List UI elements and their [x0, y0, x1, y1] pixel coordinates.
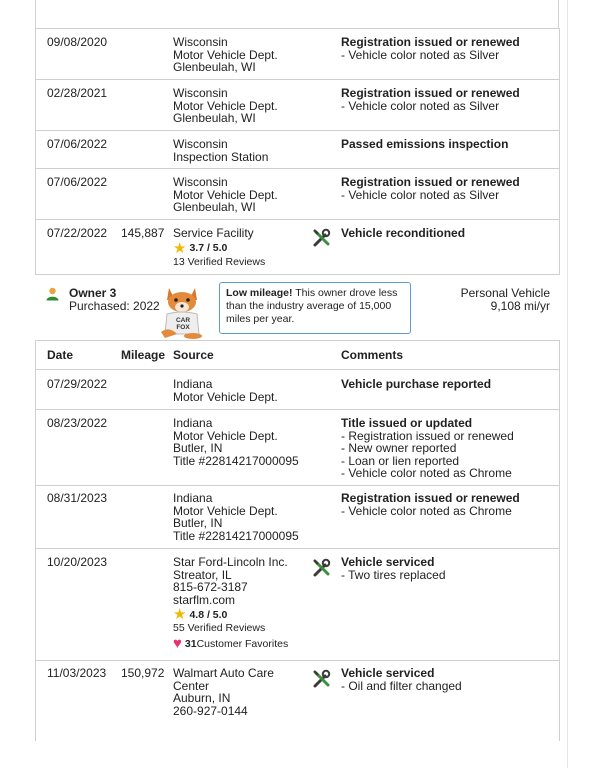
- source-line: Wisconsin: [173, 175, 228, 189]
- source-line[interactable]: Star Ford-Lincoln Inc.: [173, 555, 288, 569]
- callout-highlight: Low mileage!: [226, 287, 293, 299]
- source-line: Title #22814217000095: [173, 453, 299, 468]
- comment-title: Registration issued or renewed: [341, 35, 520, 49]
- comments-cell: [341, 556, 556, 581]
- source-cell: [173, 227, 323, 269]
- right-border-line: [558, 0, 559, 28]
- source-line: Motor Vehicle Dept.: [173, 428, 278, 443]
- phone-number[interactable]: 260-927-0144: [173, 703, 248, 718]
- reviews-link[interactable]: 55 Verified Reviews: [173, 622, 266, 635]
- comments-cell: [341, 667, 556, 692]
- mileage-cell: 145,887: [121, 226, 165, 240]
- customer-favorites: [173, 637, 323, 651]
- page-edge-line: [567, 0, 568, 768]
- callout-text: This owner drove less than the industry average of 15,000 miles per year.: [226, 287, 398, 325]
- source-line: Motor Vehicle Dept.: [173, 389, 278, 404]
- rating: [173, 239, 323, 257]
- comment-title: Vehicle purchase reported: [341, 377, 492, 391]
- comment-item: - Vehicle color noted as Silver: [341, 47, 500, 62]
- miles-per-year: 9,108 mi/yr: [490, 299, 550, 313]
- source-line: Inspection Station: [173, 149, 269, 164]
- comment-title: Registration issued or renewed: [341, 86, 520, 100]
- wrench-icon: [311, 227, 333, 249]
- comment-title: Registration issued or renewed: [341, 491, 520, 505]
- header-date: Date: [47, 348, 74, 362]
- table-row: [36, 29, 559, 79]
- person-icon: [46, 287, 59, 301]
- previous-owner-records-table: [35, 28, 560, 275]
- comment-item: - Oil and filter changed: [341, 678, 462, 693]
- source-line: Wisconsin: [173, 86, 228, 100]
- source-line: Wisconsin: [173, 35, 228, 49]
- header-mileage: Mileage: [121, 348, 166, 362]
- source-line[interactable]: Walmart Auto Care: [173, 666, 274, 680]
- source-line[interactable]: Service Facility: [173, 226, 254, 240]
- table-row: [36, 660, 559, 742]
- table-row: [36, 409, 559, 486]
- source-cell: [173, 417, 323, 467]
- table-row: [36, 219, 559, 275]
- comments-cell: [341, 227, 556, 240]
- source-line: Butler, IN: [173, 441, 223, 456]
- source-line: Indiana: [173, 416, 213, 430]
- date-cell: 07/22/2022: [47, 226, 108, 240]
- source-line: Motor Vehicle Dept.: [173, 503, 278, 518]
- source-line: Indiana: [173, 377, 213, 391]
- owner-records-table: [35, 340, 560, 741]
- source-line: Motor Vehicle Dept.: [173, 187, 278, 202]
- favorites-count: 31: [184, 638, 197, 651]
- date-cell: 07/06/2022: [47, 137, 108, 151]
- source-cell: [173, 176, 323, 214]
- comments-cell: [341, 36, 556, 61]
- mascot-shirt-text: CAR FOX: [175, 317, 191, 331]
- source-line: Motor Vehicle Dept.: [173, 47, 278, 62]
- date-cell: 11/03/2023: [47, 666, 107, 680]
- comment-title: Vehicle reconditioned: [341, 226, 466, 240]
- star-icon: ★: [173, 239, 187, 257]
- comment-item: - Loan or lien reported: [341, 453, 460, 468]
- table-row: [36, 168, 559, 220]
- rating-value: 3.7 / 5.0: [189, 242, 228, 255]
- comment-title: Vehicle serviced: [341, 666, 435, 680]
- table-row: [36, 369, 559, 410]
- left-border-line: [35, 0, 36, 28]
- source-line: Butler, IN: [173, 516, 223, 531]
- date-cell: 09/08/2020: [47, 35, 108, 49]
- comment-item: - Vehicle color noted as Silver: [341, 98, 500, 113]
- source-line: Auburn, IN: [173, 691, 231, 706]
- comment-title: Title issued or updated: [341, 416, 473, 430]
- comments-cell: [341, 492, 556, 517]
- reviews-link[interactable]: 13 Verified Reviews: [173, 255, 266, 268]
- table-row: [36, 485, 559, 549]
- table-row: [36, 79, 559, 130]
- source-line: Center: [173, 678, 210, 693]
- source-line: Motor Vehicle Dept.: [173, 98, 278, 113]
- comments-cell: [341, 138, 556, 151]
- comments-cell: [341, 176, 556, 201]
- date-cell: 10/20/2023: [47, 555, 108, 569]
- table-header-row: [36, 341, 559, 369]
- mileage-cell: 150,972: [121, 666, 165, 680]
- header-comments: Comments: [341, 348, 404, 362]
- table-row: [36, 548, 559, 661]
- source-cell: [173, 36, 323, 74]
- table-row: [36, 130, 559, 169]
- comment-title: Passed emissions inspection: [341, 137, 509, 151]
- rating: [173, 608, 323, 622]
- wrench-icon: [311, 668, 333, 690]
- header-source: Source: [173, 348, 214, 362]
- source-cell: [173, 492, 323, 542]
- wrench-icon: [311, 557, 333, 579]
- source-line: Indiana: [173, 491, 213, 505]
- comment-item: - Registration issued or renewed: [341, 428, 514, 443]
- source-line: Glenbeulah, WI: [173, 60, 256, 75]
- source-line: Title #22814217000095: [173, 528, 299, 543]
- favorites-label: Customer Favorites: [196, 638, 289, 651]
- comment-item: - Vehicle color noted as Chrome: [341, 503, 512, 518]
- source-line: Wisconsin: [173, 137, 228, 151]
- comment-item: - New owner reported: [341, 441, 457, 456]
- date-cell: 07/29/2022: [47, 377, 108, 391]
- rating-value: 4.8 / 5.0: [189, 609, 228, 622]
- source-line: Glenbeulah, WI: [173, 111, 256, 126]
- comment-title: Vehicle serviced: [341, 555, 435, 569]
- source-cell: [173, 556, 323, 651]
- vehicle-type: Personal Vehicle: [460, 286, 550, 300]
- star-icon: ★: [173, 606, 187, 624]
- source-cell: [173, 378, 323, 403]
- source-line: Streator, IL: [173, 567, 232, 582]
- comment-title: Registration issued or renewed: [341, 175, 520, 189]
- comment-item: - Vehicle color noted as Chrome: [341, 466, 512, 481]
- date-cell: 08/31/2023: [47, 491, 108, 505]
- source-line: Glenbeulah, WI: [173, 200, 256, 215]
- date-cell: 02/28/2021: [47, 86, 108, 100]
- carfox-mascot-icon: [159, 284, 207, 340]
- comments-cell: [341, 417, 556, 480]
- source-cell: [173, 667, 323, 717]
- date-cell: 07/06/2022: [47, 175, 108, 189]
- low-mileage-callout: [219, 282, 411, 334]
- phone-number[interactable]: 815-672-3187: [173, 580, 248, 595]
- owner-name: Owner 3: [69, 286, 117, 300]
- comment-item: - Vehicle color noted as Silver: [341, 187, 500, 202]
- source-cell: [173, 87, 323, 125]
- comment-item: - Two tires replaced: [341, 567, 446, 582]
- source-cell: [173, 138, 323, 163]
- website-link[interactable]: starflm.com: [173, 592, 236, 607]
- purchased-year: Purchased: 2022: [69, 299, 160, 313]
- comments-cell: [341, 378, 556, 391]
- comments-cell: [341, 87, 556, 112]
- date-cell: 08/23/2022: [47, 416, 108, 430]
- heart-icon: ♥: [173, 635, 182, 653]
